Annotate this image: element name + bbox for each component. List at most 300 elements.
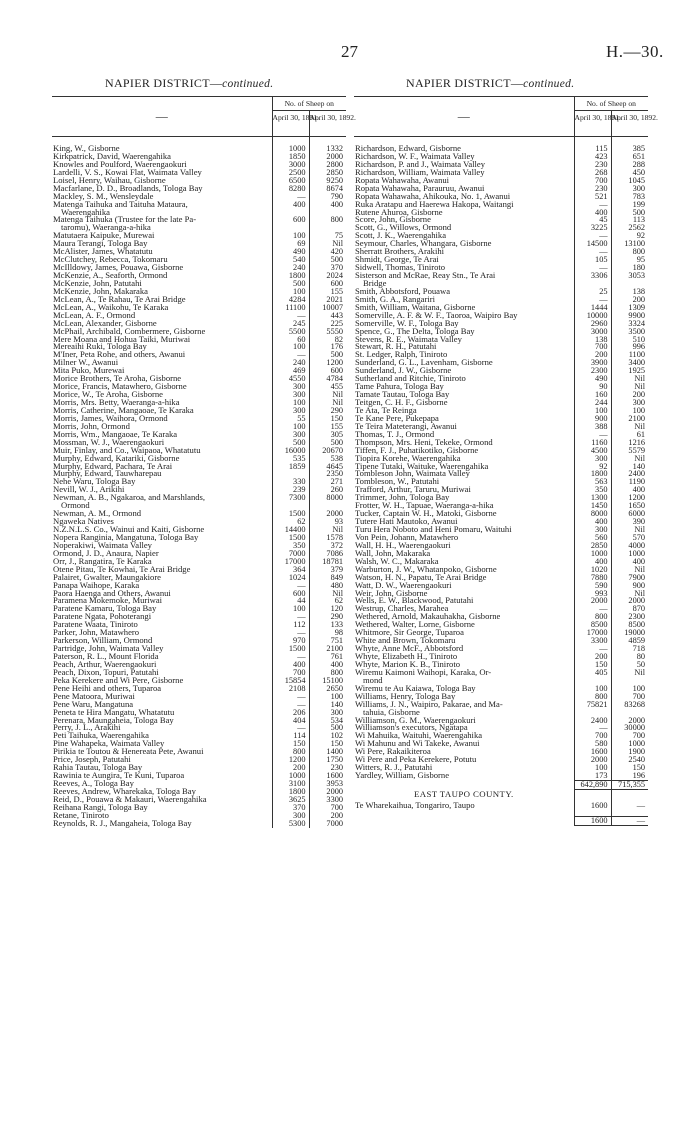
owner-name: Wi Pere and Peka Kerekere, Potutu	[355, 754, 477, 765]
owner-name: Ngaweka Natives	[53, 516, 114, 527]
owner-name: Spence, G., The Delta, Tologa Bay	[355, 325, 475, 336]
sheep-1892: 140	[309, 701, 346, 709]
sheep-1892: 700	[611, 732, 648, 740]
owner-name: Morris, John, Ormond	[53, 420, 130, 431]
sheep-1892: Nil	[611, 526, 648, 534]
sheep-1891: 521	[574, 193, 611, 201]
sheep-1891: 2000	[574, 597, 611, 605]
owner-name: Mere Moana and Hohua Taiki, Muriwai	[53, 333, 191, 344]
sheep-1891: 400	[574, 558, 611, 566]
sheep-1892: 800	[309, 669, 346, 677]
sheep-1891: 500	[272, 439, 309, 447]
owner-name: Nopera Ranginia, Mangatuna, Tologa Bay	[53, 531, 199, 542]
owner-name: Paratene Kamaru, Tologa Bay	[53, 603, 157, 614]
sheep-1891: 350	[272, 542, 309, 550]
owner-name: Murphy, Edward, Pachara, Te Arai	[53, 460, 173, 471]
sheep-1891: —	[574, 724, 611, 732]
sheep-1892: 3324	[611, 320, 648, 328]
owner-name: Ruka Aratapu and Haerewa Hakopa, Waitangi	[355, 198, 514, 209]
owner-name: Richardson, Edward, Gisborne	[355, 143, 461, 153]
owner-name: Seymour, Charles, Whangara, Gisborne	[355, 238, 492, 249]
sheep-1892: 1332	[309, 145, 346, 153]
owner-name: McLean, A. F., Ormond	[53, 309, 136, 320]
sheep-1892: 900	[611, 582, 648, 590]
owner-name: Reeves, A., Tologa Bay	[53, 778, 134, 788]
owner-name: Reid, D., Pouawa & Makauri, Waerengahika	[53, 793, 207, 804]
owner-name: Retane, Tiniroto	[53, 809, 109, 820]
sheep-1892: 4784	[309, 375, 346, 383]
sheep-1891: 700	[574, 177, 611, 185]
sheep-1892: 600	[309, 367, 346, 375]
sheep-1891: —	[272, 193, 309, 201]
owner-name: Tucker, Captain W. H., Matoki, Gisborne	[355, 508, 497, 519]
sheep-1892: 996	[611, 343, 648, 351]
sheep-1892: 2024	[309, 272, 346, 280]
owner-name: Ropata Wahawaha, Ahikouka, No. 1, Awanui	[355, 190, 511, 201]
sheep-1891: 400	[574, 518, 611, 526]
sheep-1892: 8000	[309, 494, 346, 502]
sheep-1891: 700	[272, 669, 309, 677]
owner-name: Watt, D. W., Waerengaokuri	[355, 579, 452, 590]
sheep-1891: 1300	[574, 494, 611, 502]
owner-name: Wall, H. H., Waerengaokuri	[355, 539, 451, 550]
sheep-1891: 17000	[574, 629, 611, 637]
sheep-1891: 7300	[272, 494, 309, 502]
sheep-1892: Nil	[309, 240, 346, 248]
sheep-1892: 3953	[309, 780, 346, 788]
sheep-1891: 100	[272, 343, 309, 351]
sheep-1891: 206	[272, 709, 309, 717]
owner-name: Smith, G. A., Rangariri	[355, 293, 435, 304]
owner-name: Paramena Mokemoke, Muriwai	[53, 595, 163, 606]
sheep-1892: 500	[309, 351, 346, 359]
sheep-1892: 6000	[611, 510, 648, 518]
owner-name: Panapa Waihope, Karaka	[53, 579, 140, 590]
sheep-1892: 400	[611, 486, 648, 494]
sheep-1891: 535	[272, 455, 309, 463]
sheep-1892: 1100	[611, 351, 648, 359]
sheep-1892: 2000	[611, 597, 648, 605]
sheep-1892: 62	[309, 597, 346, 605]
sheep-1891: 1500	[272, 534, 309, 542]
sheep-1892: 1045	[611, 177, 648, 185]
owner-name: Wi Mahuika, Waituhi, Waerengahika	[355, 730, 483, 741]
sheep-1892: 500	[309, 724, 346, 732]
sheep-1892: Nil	[611, 669, 648, 677]
sheep-1892: 849	[309, 574, 346, 582]
sheep-1892: 4645	[309, 463, 346, 471]
owner-name: Sutherland and Ritchie, Tiniroto	[355, 373, 466, 384]
owner-name: Peneta te Hira Mangatu, Whatatutu	[53, 706, 175, 717]
sheep-1891: 300	[272, 812, 309, 820]
sheep-1892: 102	[309, 732, 346, 740]
sheep-1892: 230	[309, 764, 346, 772]
owner-name: Matutaera Kaipuke, Murewai	[53, 230, 155, 241]
sheep-1892: 500	[309, 439, 346, 447]
owner-name: Peach, Dixon, Topuri, Patutahi	[53, 666, 159, 677]
sheep-1891: —	[574, 645, 611, 653]
sheep-1891: 1600	[574, 748, 611, 756]
sheep-1891: —	[272, 629, 309, 637]
owner-name: Matenga Taihuka (Trustee for the late Pa-	[53, 214, 197, 225]
right-column-title: NAPIER DISTRICT—continued.	[406, 76, 575, 90]
sheep-1891: 400	[574, 209, 611, 217]
owner-name: Morris, James, Waihora, Ormond	[53, 412, 168, 423]
sheep-1891: 1850	[272, 153, 309, 161]
sheep-1892: 480	[309, 582, 346, 590]
owner-name: Somerville, W. F., Tologa Bay	[355, 317, 459, 328]
sheep-1892: 718	[611, 645, 648, 653]
sheep-1891: 3900	[574, 359, 611, 367]
sheep-1891: 3000	[272, 161, 309, 169]
owner-name: Peka Kerekere and Wi Pere, Gisborne	[53, 674, 184, 685]
sheep-1891: 350	[574, 486, 611, 494]
sheep-1892: 19000	[611, 629, 648, 637]
owner-name: Parkerson, William, Ormond	[53, 635, 153, 646]
sheep-1891: 1160	[574, 439, 611, 447]
sheep-1891: 114	[272, 732, 309, 740]
owner-name: Noperakiwi, Waimata Valley	[53, 539, 152, 550]
owner-name: Te Teira Mateterangi, Awanui	[355, 420, 457, 431]
owner-name: Reihana Rangi, Tologa Bay	[53, 801, 148, 812]
owner-name: Macfarlane, D. D., Broadlands, Tologa Bay	[53, 182, 203, 193]
owner-name: Whyte, Marion K. B., Tiniroto	[355, 658, 461, 669]
owner-name: McLean, Alexander, Gisborne	[53, 317, 157, 328]
sheep-1891: —	[574, 605, 611, 613]
sheep-1892: 61	[611, 431, 648, 439]
owner-name: Waerengahika	[61, 206, 110, 217]
sheep-1892: 420	[309, 248, 346, 256]
sheep-1891: 3000	[574, 328, 611, 336]
owner-name: Ropata Wahawaha, Parauruu, Awanui	[355, 182, 485, 193]
owner-name: Sidwell, Thomas, Tiniroto	[355, 262, 446, 273]
sheep-1891: 1859	[272, 463, 309, 471]
sheep-1892: 2100	[309, 645, 346, 653]
sheep-1892: 98	[309, 629, 346, 637]
owner-name: Bridge	[363, 277, 387, 288]
left-sheep-table	[52, 96, 356, 828]
sheep-1891: 1000	[272, 145, 309, 153]
sheep-1891: 2500	[272, 169, 309, 177]
owner-name: Whitmore, Sir George, Tuparoa	[355, 627, 464, 638]
sheep-1892: 155	[309, 423, 346, 431]
owner-name: Watson, H. N., Papatu, Te Arai Bridge	[355, 571, 487, 582]
sheep-1892: 271	[309, 478, 346, 486]
sheep-1892: 150	[309, 740, 346, 748]
sheep-1891: 6500	[272, 177, 309, 185]
sheep-1892: 200	[611, 391, 648, 399]
table-row	[52, 494, 346, 502]
owner-name: Otene Pitau, Te Kowhai, Te Arai Bridge	[53, 563, 191, 574]
sheep-1892: 75	[309, 232, 346, 240]
sheep-1892: 3300	[309, 796, 346, 804]
sheep-1892: 870	[611, 605, 648, 613]
sheep-1892: 9900	[611, 312, 648, 320]
owner-name: Murphy, Edward, Tauwharepau	[53, 468, 162, 479]
owner-name: Richardson, P. and J., Waimata Valley	[355, 158, 486, 169]
sheep-1892: 15100	[309, 677, 346, 685]
sheep-1891: 1000	[272, 772, 309, 780]
sheep-1891: 700	[574, 732, 611, 740]
owner-name: Matenga Taihuka and Taituha Mataura,	[53, 198, 188, 209]
sheep-1891: 1200	[272, 756, 309, 764]
owner-column-header: —	[354, 97, 574, 137]
owner-name: McClutchey, Rebecca, Tokomaru	[53, 254, 168, 265]
sheep-1891: 60	[272, 336, 309, 344]
sheep-1891: 330	[272, 478, 309, 486]
sheep-1892: 225	[309, 320, 346, 328]
sheep-1891: 490	[272, 248, 309, 256]
sheep-1892: 199	[611, 201, 648, 209]
owner-name: Rawinia te Aungira, Te Kuni, Tuparoa	[53, 770, 185, 781]
owner-name: Partridge, John, Waimata Valley	[53, 643, 164, 654]
sheep-1892: 570	[611, 534, 648, 542]
owner-name: Sunderland, G. L., Lavenham, Gisborne	[355, 357, 493, 368]
sheep-1891: 423	[574, 153, 611, 161]
owner-name: Von Pein, Johann, Matawhero	[355, 531, 459, 542]
sheep-1892: 155	[309, 288, 346, 296]
sheep-1891: 230	[574, 185, 611, 193]
sheep-1892: 20670	[309, 447, 346, 455]
owner-name: Thompson, Mrs. Heni, Tekeke, Ormond	[355, 436, 493, 447]
sheep-1891: —	[272, 724, 309, 732]
sheep-1892: 790	[309, 193, 346, 201]
sheep-1891: 7000	[272, 550, 309, 558]
sheep-1892: 140	[611, 463, 648, 471]
sheep-1891: 14500	[574, 240, 611, 248]
owner-name: Whyte, Elizabeth H., Tiniroto	[355, 651, 458, 661]
sheep-1892: 1750	[309, 756, 346, 764]
owner-name: Mita Puko, Murewai	[53, 365, 125, 376]
sheep-1891: 300	[574, 526, 611, 534]
sheep-1891: 300	[272, 391, 309, 399]
sheep-1892: 92	[611, 232, 648, 240]
owner-name: Morris, Wm., Mangaoae, Te Karaka	[53, 428, 178, 439]
owner-name: Peach, Arthur, Waerengaokuri	[53, 658, 157, 669]
owner-name: Frotter, W. H., Tapuae, Waeranga-a-hika	[355, 500, 494, 511]
sheep-1892: 196	[611, 772, 648, 780]
sheep-1892: 1900	[611, 748, 648, 756]
sheep-1891: —	[272, 312, 309, 320]
owner-name: Pene Heihi and others, Tuparoa	[53, 682, 162, 693]
year-1892-header: April 30, 1892.	[611, 111, 648, 137]
sheep-1892: 5550	[309, 328, 346, 336]
owner-name: White and Brown, Tokomaru	[355, 635, 456, 646]
owner-name: Richardson, W. F., Waimata Valley	[355, 150, 475, 161]
sheep-1892: 761	[309, 653, 346, 661]
owner-name: McKenzie, A., Seaforth, Ormond	[53, 270, 168, 280]
sheep-1892: 1000	[611, 740, 648, 748]
sheep-1891: 4500	[574, 447, 611, 455]
sheep-1892: 95	[611, 256, 648, 264]
owner-name: McPhail, Archibald, Combermere, Gisborne	[53, 325, 206, 336]
sheep-1892: 4000	[611, 542, 648, 550]
owner-name: King, W., Gisborne	[53, 143, 120, 153]
sheep-1891: 100	[272, 399, 309, 407]
sheep-1892: 400	[309, 661, 346, 669]
sheep-1892: 1400	[309, 748, 346, 756]
sheep-1891: —	[574, 264, 611, 272]
owner-name: Richardson, William, Waimata Valley	[355, 166, 485, 177]
owner-name: St. Ledger, Ralph, Tiniroto	[355, 349, 448, 360]
owner-name: McLean, A., Te Rahau, Te Arai Bridge	[53, 293, 186, 304]
sheep-1892: 600	[309, 280, 346, 288]
sheep-1891: 69	[272, 240, 309, 248]
page-reference: H.—30.	[606, 42, 664, 61]
owner-name: Te Ata, Te Reinga	[355, 404, 417, 415]
year-1891-header: April 30, 1891.	[272, 111, 309, 137]
sheep-1892: 200	[309, 812, 346, 820]
sheep-1891: 90	[574, 383, 611, 391]
sheep-1891: 8500	[574, 621, 611, 629]
sheep-1892: Nil	[309, 590, 346, 598]
sheep-1892: 7086	[309, 550, 346, 558]
sheep-1892: 133	[309, 621, 346, 629]
owner-name: Reynolds, R. J., Mangaheia, Tologa Bay	[53, 817, 192, 828]
page-number: 27	[341, 42, 358, 61]
owner-column-header: —	[52, 97, 272, 137]
owner-name: Williams, J. N., Waipiro, Pakarae, and Ma-	[355, 698, 503, 709]
owner-name: Whyte, Anne McF., Abbotsford	[355, 643, 464, 654]
sheep-1891: 993	[574, 590, 611, 598]
owner-name: Williams, Henry, Tologa Bay	[355, 690, 456, 701]
sheep-1891: 245	[272, 320, 309, 328]
sheep-1891: 200	[272, 764, 309, 772]
owner-name: Morris, Mrs. Betty, Waeranga-a-hika	[53, 397, 180, 407]
county-heading: EAST TAUPO COUNTY.	[413, 789, 514, 800]
owner-name: Stewart, R. H., Patutahi	[355, 341, 437, 352]
sheep-1891: 200	[574, 351, 611, 359]
sheep-1891: 540	[272, 256, 309, 264]
owner-name: Tombleson, W., Patutahi	[355, 476, 440, 487]
sheep-1892: 538	[309, 455, 346, 463]
sheep-1892: 2540	[611, 756, 648, 764]
sheep-1891: 62	[272, 518, 309, 526]
sheep-1891: —	[574, 296, 611, 304]
year-1892-header: April 30, 1892.	[309, 111, 346, 137]
sheep-1891: 3300	[574, 637, 611, 645]
sheep-1891: 45	[574, 216, 611, 224]
sheep-1891: 10000	[574, 312, 611, 320]
sheep-1891: 240	[272, 359, 309, 367]
right-column	[354, 96, 658, 826]
owner-name: Turu Hera Noboto and Heni Pomaru, Waituhi	[355, 524, 512, 534]
sheep-1891: 8280	[272, 185, 309, 193]
sheep-1892: 1216	[611, 439, 648, 447]
sheep-1892: 1200	[611, 494, 648, 502]
owner-name: Wiremu te Au Kaiawa, Tologa Bay	[355, 682, 476, 693]
sheep-1891: 11100	[272, 304, 309, 312]
owner-name: taromu), Waeranga-a-hika	[61, 222, 151, 233]
sheep-1892: 510	[611, 336, 648, 344]
sheep-1891: 1800	[272, 788, 309, 796]
owner-name: Williamson, G. M., Waerengaokuri	[355, 714, 476, 725]
sheep-1892: 2800	[309, 161, 346, 169]
sheep-1892: 379	[309, 566, 346, 574]
owner-name: Palairet, Gwalter, Maungakiore	[53, 571, 161, 582]
sheep-1892: 300	[611, 399, 648, 407]
year-1891-header: April 30, 1891.	[574, 111, 611, 137]
sheep-1892: 534	[309, 717, 346, 725]
sheep-1891: 115	[574, 145, 611, 153]
owner-name: Milner W., Awanui	[53, 357, 119, 368]
sheep-1891: —	[574, 232, 611, 240]
sheep-1891: 300	[272, 383, 309, 391]
sheep-1891: 370	[272, 804, 309, 812]
owner-name: Pene Matoora, Muriwai	[53, 690, 135, 701]
sheep-1891: 590	[574, 582, 611, 590]
sheep-1892: 1000	[611, 550, 648, 558]
sheep-1892: 290	[309, 407, 346, 415]
sheep-1892: 7000	[309, 820, 346, 828]
sheep-1891: —	[272, 582, 309, 590]
owner-name: Reeves, Andrew, Wharekaka, Tologa Bay	[53, 785, 196, 796]
sheep-1891: 2000	[574, 756, 611, 764]
owner-name: Maura Terangi, Tologa Bay	[53, 238, 148, 249]
sheep-1891: 2960	[574, 320, 611, 328]
total-label	[354, 781, 574, 790]
sheep-1892: 400	[309, 201, 346, 209]
sheep-1891: 8000	[574, 510, 611, 518]
sheep-1891: 5500	[272, 328, 309, 336]
sheep-1891: 469	[272, 367, 309, 375]
owner-name: McIlldowy, James, Pouawa, Gisborne	[53, 262, 184, 273]
owner-name: Scott, J. K., Waerengahika	[355, 230, 447, 241]
sheep-1891: 1500	[272, 510, 309, 518]
sheep-1892: 9250	[309, 177, 346, 185]
owner-name: Witters, R. J., Patutahi	[355, 762, 433, 773]
sheep-1892: 305	[309, 431, 346, 439]
table-row	[52, 820, 346, 828]
sheep-1892: 290	[309, 613, 346, 621]
owner-name: Wi Pere, Rakaikiteroa	[355, 746, 431, 757]
sheep-1892: 783	[611, 193, 648, 201]
sheep-1892: 13100	[611, 240, 648, 248]
sheep-1892: 113	[611, 216, 648, 224]
sheep-1892: 120	[309, 605, 346, 613]
sheep-1892: 500	[611, 209, 648, 217]
sheep-1891: 500	[272, 280, 309, 288]
owner-name: Te Kane Pere, Pukepapa	[355, 412, 439, 423]
owner-name: Ormond	[61, 500, 90, 511]
county-total-1891: 1600	[574, 816, 611, 825]
sheep-1892: 800	[309, 216, 346, 224]
sheep-1891: 100	[272, 288, 309, 296]
sheep-1892: Nil	[309, 399, 346, 407]
sheep-1891: 230	[574, 161, 611, 169]
sheep-1891: 44	[272, 597, 309, 605]
sheep-1891: 4284	[272, 296, 309, 304]
sheep-1892: 2100	[611, 415, 648, 423]
sheep-1892: 651	[611, 153, 648, 161]
owner-name: Newman, A. B., Ngakaroa, and Marshlands,	[53, 492, 206, 503]
sheep-1892: 1925	[611, 367, 648, 375]
owner-name: Te Wharekaihua, Tongariro, Taupo	[355, 799, 475, 810]
owner-name: Westrup, Charles, Marahea	[355, 603, 449, 614]
sheep-1892: 93	[309, 518, 346, 526]
owner-name: Rutene Ahuroa, Gisborne	[355, 206, 443, 217]
sheep-1891: —	[272, 693, 309, 701]
sheep-1891: 100	[272, 423, 309, 431]
sheep-1892: 4859	[611, 637, 648, 645]
owner-name: Trimmer, John, Tologa Bay	[355, 492, 450, 503]
owner-name: Nehe Waru, Tologa Bay	[53, 476, 136, 487]
sheep-1891: 100	[272, 232, 309, 240]
sheep-1891: 75821	[574, 701, 611, 709]
sheep-1892: 50	[611, 661, 648, 669]
sheep-1891: 17000	[272, 558, 309, 566]
sheep-1892: 80	[611, 653, 648, 661]
